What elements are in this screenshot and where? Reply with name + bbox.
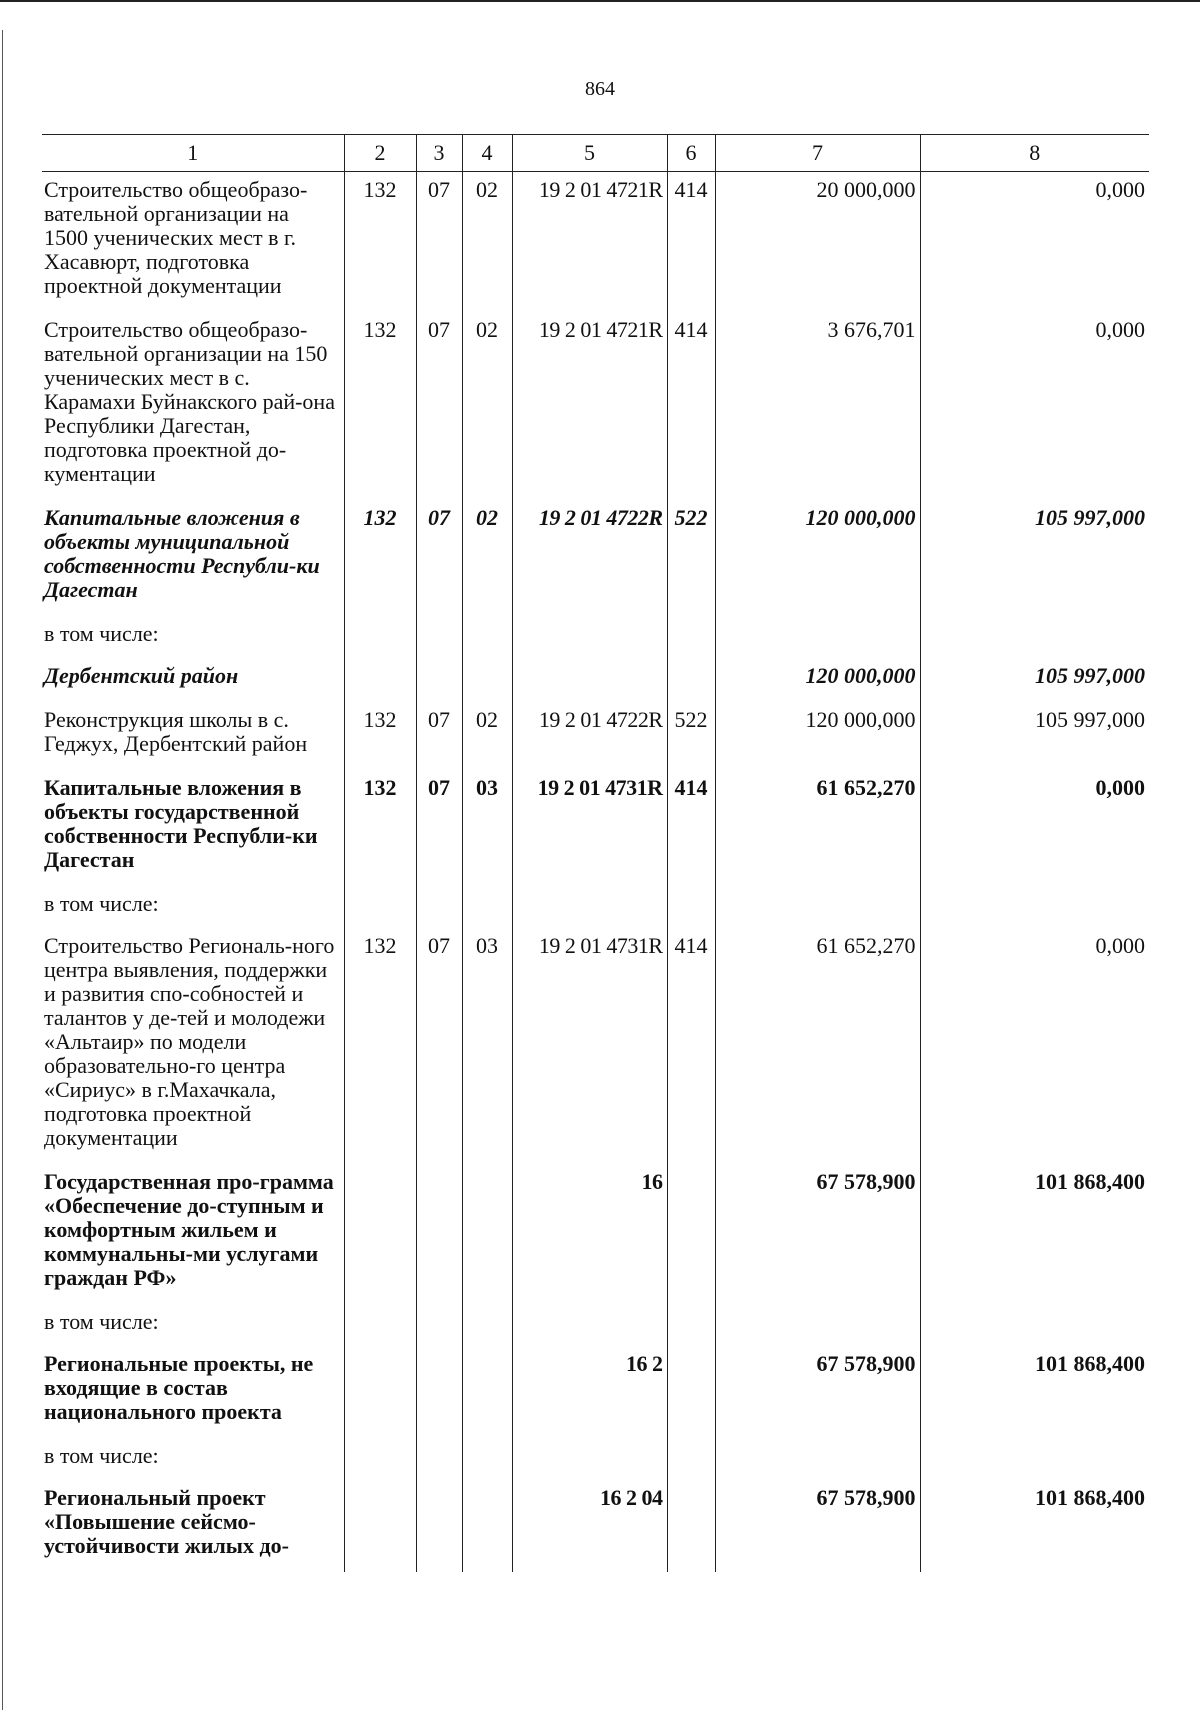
row-code-subsection: 02	[462, 702, 512, 770]
row-expense-type	[667, 1164, 715, 1304]
row-amount-col7	[715, 1438, 920, 1480]
row-amount-col8: 105 997,000	[920, 500, 1149, 616]
row-code-ministry	[344, 1346, 416, 1438]
row-description: в том числе:	[44, 1309, 159, 1334]
row-expense-type: 414	[667, 312, 715, 500]
row-code-section	[416, 886, 462, 928]
row-amount-col8: 101 868,400	[920, 1480, 1149, 1572]
header-col-6: 6	[667, 135, 715, 172]
row-amount-col8: 105 997,000	[920, 658, 1149, 702]
row-code-ministry: 132	[344, 702, 416, 770]
row-target-article: 16 2 04	[512, 1480, 667, 1572]
row-code-section	[416, 1164, 462, 1304]
row-amount-col7: 20 000,000	[715, 172, 920, 313]
row-expense-type: 414	[667, 770, 715, 886]
row-target-article	[512, 1438, 667, 1480]
row-code-ministry: 132	[344, 312, 416, 500]
table-row	[42, 886, 1149, 928]
row-code-subsection: 03	[462, 770, 512, 886]
row-expense-type	[667, 1438, 715, 1480]
row-code-ministry	[344, 1164, 416, 1304]
row-description: в том числе:	[44, 1443, 159, 1468]
header-col-4: 4	[462, 135, 512, 172]
row-amount-col7: 3 676,701	[715, 312, 920, 500]
row-target-article: 19 2 01 4731R	[512, 928, 667, 1164]
row-amount-col7: 61 652,270	[715, 770, 920, 886]
row-amount-col8: 105 997,000	[920, 702, 1149, 770]
row-code-ministry	[344, 1438, 416, 1480]
row-expense-type: 414	[667, 172, 715, 313]
row-code-section	[416, 658, 462, 702]
row-expense-type: 522	[667, 702, 715, 770]
row-target-article: 19 2 01 4722R	[512, 500, 667, 616]
row-code-ministry: 132	[344, 500, 416, 616]
row-description: Дербентский район	[44, 663, 239, 688]
table-row	[42, 616, 1149, 658]
page-number: 864	[585, 78, 615, 100]
row-code-subsection	[462, 1438, 512, 1480]
row-target-article: 19 2 01 4721R	[512, 172, 667, 313]
row-code-section	[416, 616, 462, 658]
row-amount-col7: 120 000,000	[715, 500, 920, 616]
row-code-subsection	[462, 1164, 512, 1304]
row-description: Строительство общеобразо-вательной организации на 150 ученических мест в с. Карамахи Буйнакского рай-она Республики Дагестан, подготовка проектной до-кументации	[44, 317, 335, 486]
table-row	[42, 928, 1149, 1164]
row-code-ministry	[344, 886, 416, 928]
row-target-article: 19 2 01 4731R	[512, 770, 667, 886]
row-amount-col7: 61 652,270	[715, 928, 920, 1164]
row-description: Капитальные вложения в объекты государственной собственности Республи-ки Дагестан	[44, 775, 318, 872]
table-row	[42, 312, 1149, 500]
header-col-2: 2	[344, 135, 416, 172]
row-amount-col8	[920, 616, 1149, 658]
row-amount-col8: 0,000	[920, 172, 1149, 313]
row-amount-col8	[920, 886, 1149, 928]
row-expense-type	[667, 616, 715, 658]
row-code-ministry: 132	[344, 172, 416, 313]
table-row	[42, 1304, 1149, 1346]
table-header-row	[42, 135, 1149, 172]
row-expense-type	[667, 658, 715, 702]
row-amount-col7: 67 578,900	[715, 1346, 920, 1438]
row-expense-type	[667, 886, 715, 928]
row-expense-type: 414	[667, 928, 715, 1164]
row-expense-type	[667, 1304, 715, 1346]
row-code-ministry	[344, 616, 416, 658]
row-code-subsection	[462, 886, 512, 928]
table-row	[42, 1346, 1149, 1438]
row-code-subsection	[462, 658, 512, 702]
row-code-subsection	[462, 1304, 512, 1346]
row-description: Строительство Региональ-ного центра выявления, поддержки и развития спо-собностей и талантов у де-тей и молодежи «Альтаир» по модели образовательно-го центра «Сириус» в г.Махачкала, подготовка проектной документации	[44, 933, 335, 1150]
row-amount-col8: 101 868,400	[920, 1346, 1149, 1438]
row-code-subsection: 02	[462, 500, 512, 616]
header-col-3: 3	[416, 135, 462, 172]
row-code-section	[416, 1304, 462, 1346]
table-row	[42, 1480, 1149, 1572]
row-amount-col8	[920, 1304, 1149, 1346]
row-target-article	[512, 1304, 667, 1346]
row-code-section	[416, 1438, 462, 1480]
row-description: Строительство общеобразо-вательной организации на 1500 ученических мест в г. Хасавюрт, подготовка проектной документации	[44, 177, 308, 298]
table-row	[42, 770, 1149, 886]
row-code-section	[416, 1346, 462, 1438]
row-expense-type	[667, 1480, 715, 1572]
row-amount-col8: 0,000	[920, 928, 1149, 1164]
row-target-article	[512, 658, 667, 702]
row-code-section: 07	[416, 770, 462, 886]
table-row	[42, 702, 1149, 770]
row-target-article	[512, 616, 667, 658]
row-description: Региональный проект «Повышение сейсмо-устойчивости жилых до-	[44, 1485, 289, 1558]
row-description: в том числе:	[44, 891, 159, 916]
header-col-8: 8	[920, 135, 1149, 172]
row-code-subsection	[462, 616, 512, 658]
row-code-section: 07	[416, 928, 462, 1164]
row-code-subsection	[462, 1480, 512, 1572]
table-row	[42, 1438, 1149, 1480]
row-amount-col7	[715, 886, 920, 928]
row-code-section: 07	[416, 500, 462, 616]
row-amount-col7: 120 000,000	[715, 702, 920, 770]
header-col-7: 7	[715, 135, 920, 172]
row-amount-col7: 67 578,900	[715, 1164, 920, 1304]
row-amount-col7: 120 000,000	[715, 658, 920, 702]
row-code-subsection: 03	[462, 928, 512, 1164]
row-amount-col7	[715, 1304, 920, 1346]
header-col-1: 1	[42, 135, 344, 172]
budget-table	[42, 134, 1149, 1572]
left-margin-rule	[2, 30, 3, 1710]
row-amount-col8: 101 868,400	[920, 1164, 1149, 1304]
top-rule	[0, 0, 1200, 2]
row-code-ministry	[344, 1480, 416, 1572]
row-target-article: 16 2	[512, 1346, 667, 1438]
row-amount-col8: 0,000	[920, 770, 1149, 886]
row-code-ministry: 132	[344, 770, 416, 886]
row-code-section	[416, 1480, 462, 1572]
row-code-ministry: 132	[344, 928, 416, 1164]
row-code-section: 07	[416, 702, 462, 770]
row-code-subsection: 02	[462, 312, 512, 500]
table-row	[42, 500, 1149, 616]
row-amount-col8	[920, 1438, 1149, 1480]
row-code-subsection: 02	[462, 172, 512, 313]
row-code-subsection	[462, 1346, 512, 1438]
table-row	[42, 172, 1149, 313]
row-code-ministry	[344, 1304, 416, 1346]
header-col-5: 5	[512, 135, 667, 172]
row-amount-col7: 67 578,900	[715, 1480, 920, 1572]
row-target-article	[512, 886, 667, 928]
row-target-article: 16	[512, 1164, 667, 1304]
row-code-ministry	[344, 658, 416, 702]
row-code-section: 07	[416, 312, 462, 500]
row-target-article: 19 2 01 4722R	[512, 702, 667, 770]
row-expense-type	[667, 1346, 715, 1438]
table-row	[42, 1164, 1149, 1304]
row-code-section: 07	[416, 172, 462, 313]
row-description: Региональные проекты, не входящие в состав национального проекта	[44, 1351, 314, 1424]
row-description: Государственная про-грамма «Обеспечение до-ступным и комфортным жильем и коммунальны-ми услугами граждан РФ»	[44, 1169, 334, 1290]
row-amount-col7	[715, 616, 920, 658]
table-row	[42, 658, 1149, 702]
table-body	[42, 172, 1149, 1573]
row-amount-col8: 0,000	[920, 312, 1149, 500]
row-description: Капитальные вложения в объекты муниципальной собственности Республи-ки Дагестан	[44, 505, 320, 602]
row-target-article: 19 2 01 4721R	[512, 312, 667, 500]
row-expense-type: 522	[667, 500, 715, 616]
row-description: Реконструкция школы в с. Геджух, Дербентский район	[44, 707, 308, 756]
row-description: в том числе:	[44, 621, 159, 646]
